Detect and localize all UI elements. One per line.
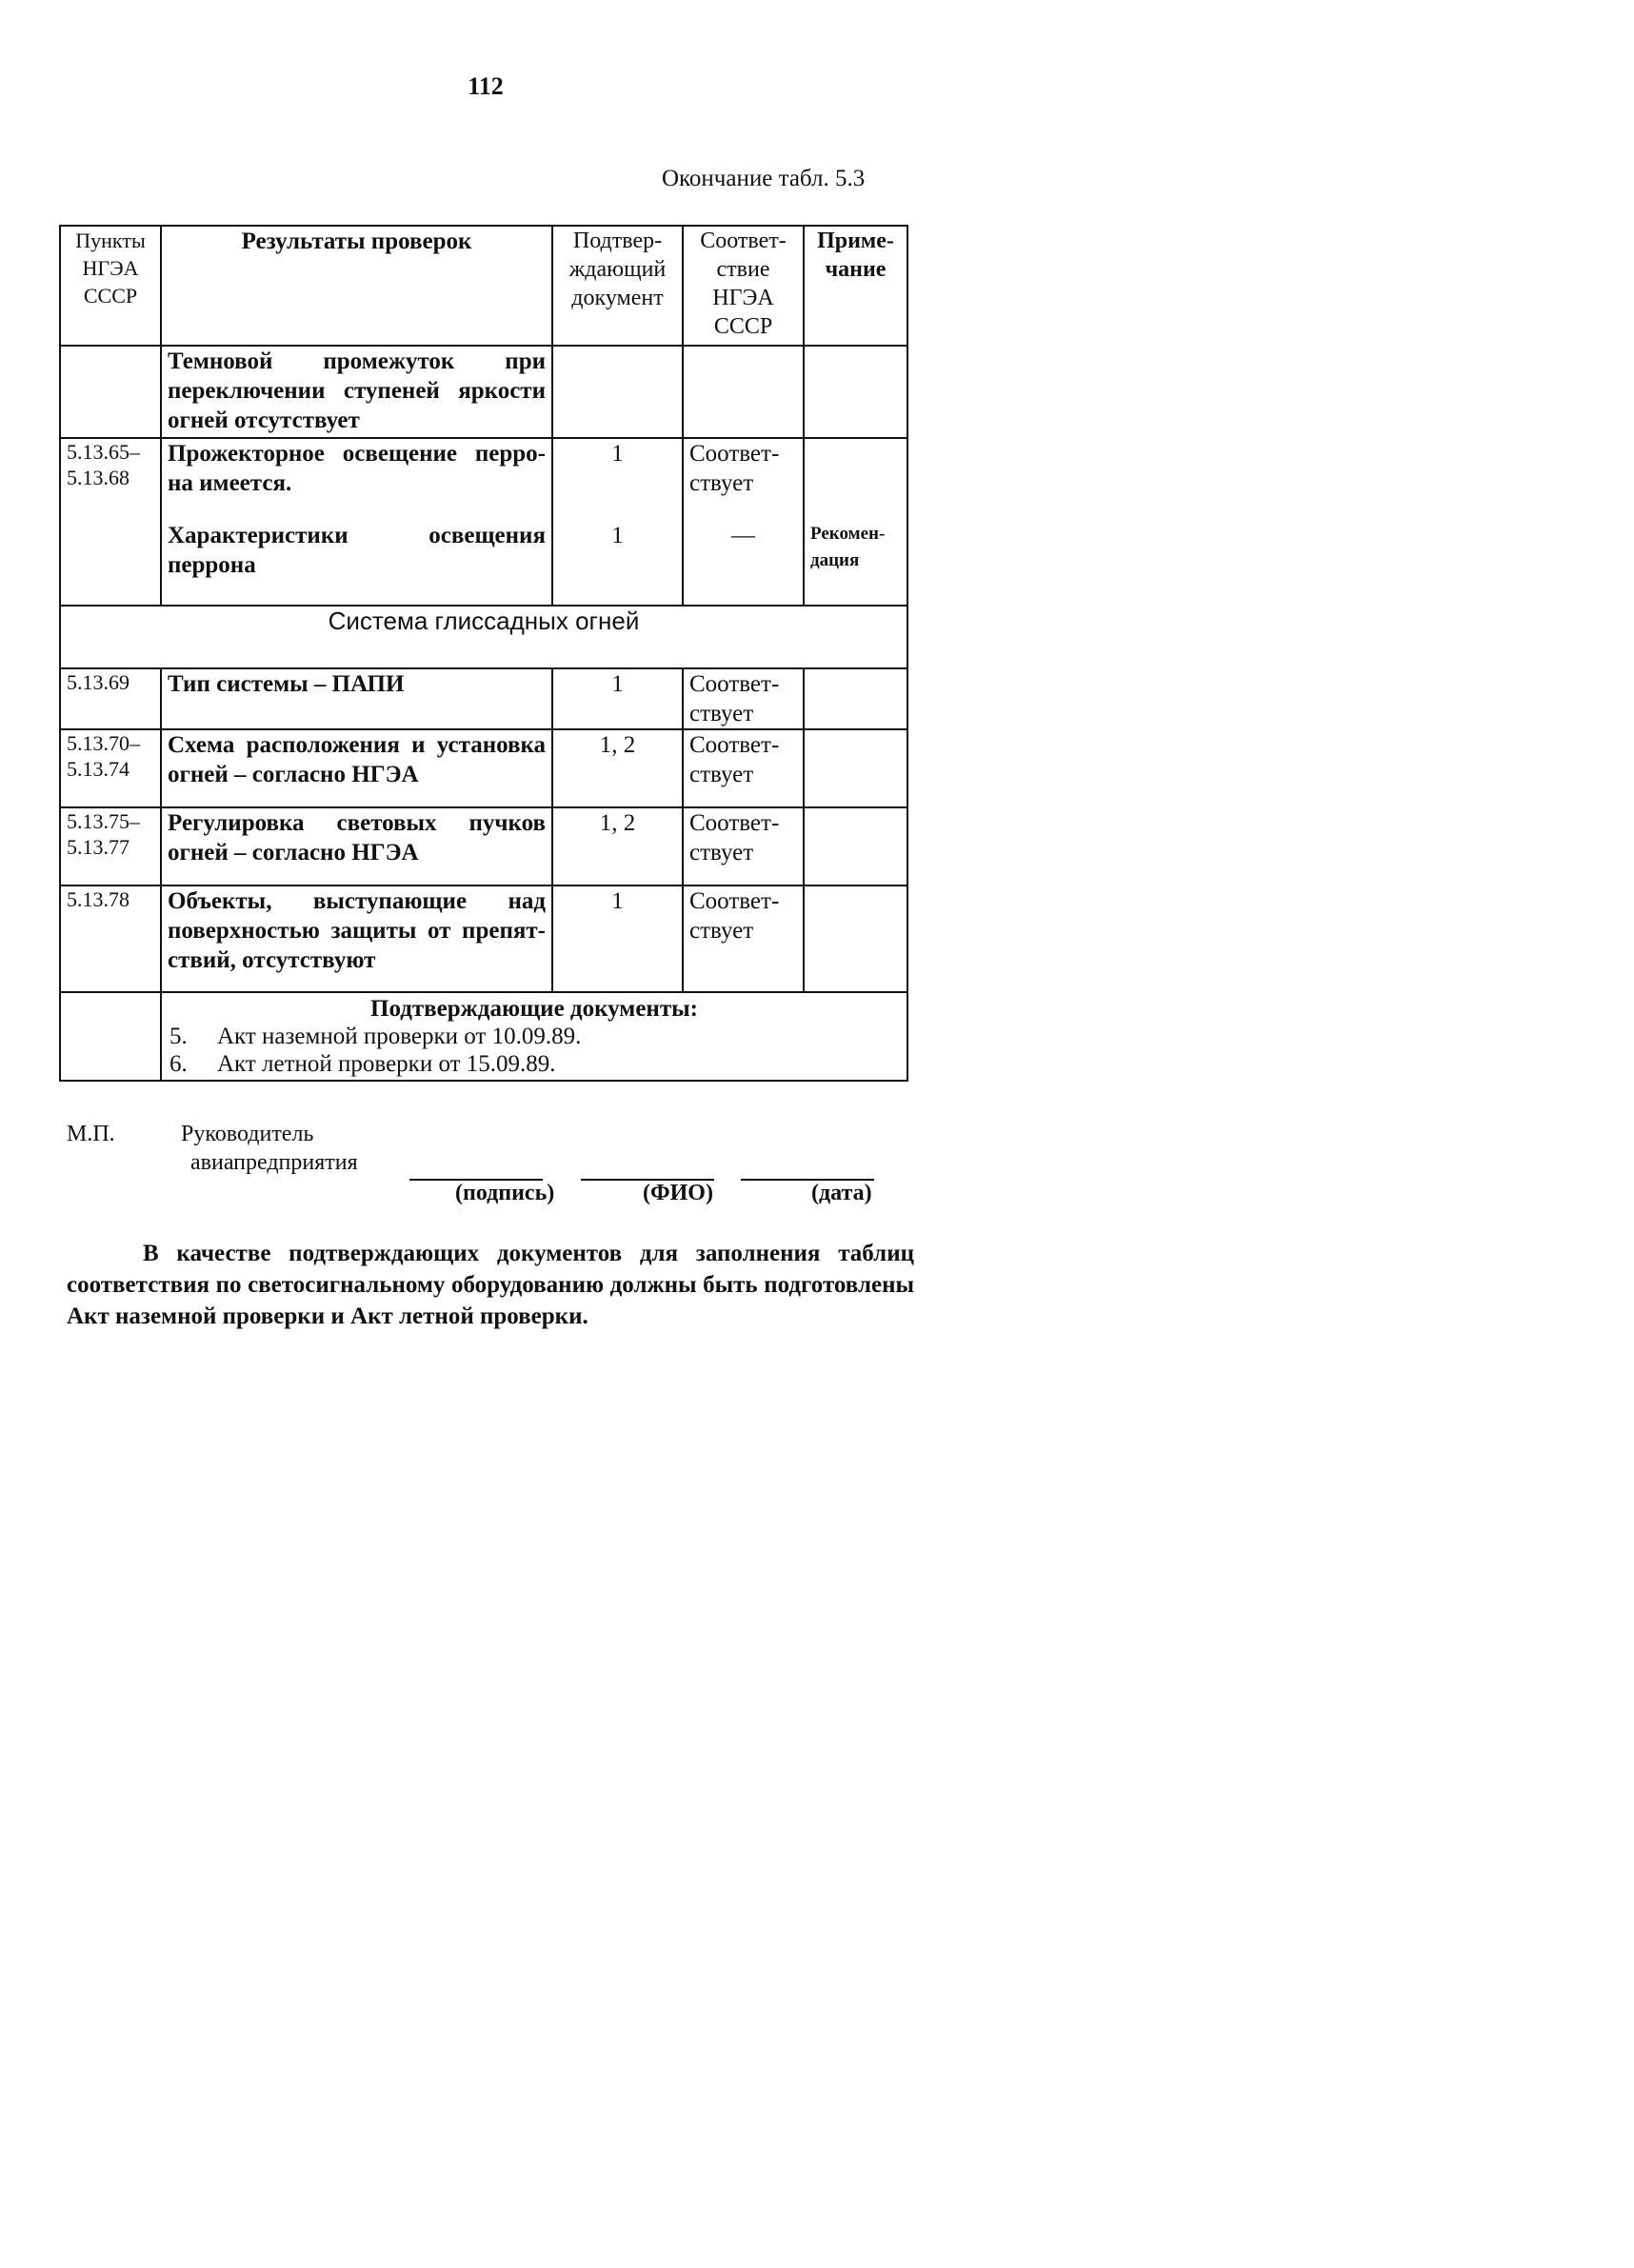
table-header-row [60,226,907,346]
row-document: 1 [552,668,683,729]
row-conformity [683,346,804,438]
header-results: Результаты проверок [161,226,552,346]
supporting-doc-item: 5. Акт наземной проверки от 10.09.89. [169,1024,582,1049]
table-row [60,807,907,885]
table-row [60,729,907,807]
row-conformity: Соответ- ствует — [683,438,804,606]
row-conformity: Соответ- ствует [683,668,804,729]
header-points: Пункты НГЭА СССР [60,226,161,346]
row-document: 1 [552,885,683,992]
row-code: 5.13.78 [60,885,161,992]
row-conformity: Соответ- ствует [683,885,804,992]
row-code: 5.13.70– 5.13.74 [60,729,161,807]
row-result: Тип системы – ПАПИ [161,668,552,729]
supporting-docs-title: Подтверждающие документы: [370,996,698,1022]
conformity-table [59,225,908,1082]
closing-paragraph: В качестве подтверждающих документов для заполнения таблиц соответствия по светосигнальному оборудованию должны быть подготовлены Акт наземной проверки и Акт летной проверки. [67,1241,914,1329]
row-conformity: Соответ- ствует [683,807,804,885]
row-note [804,885,907,992]
row-document [552,346,683,438]
row-conformity: Соответ- ствует [683,729,804,807]
section-row [60,606,907,668]
row-code: 5.13.69 [60,668,161,729]
row-code: 5.13.65– 5.13.68 [60,438,161,606]
row-note [804,346,907,438]
supporting-docs [161,992,907,1081]
supporting-doc-item: 6. Акт летной проверки от 15.09.89. [169,1051,556,1077]
header-conformity: Соответ- ствие НГЭА СССР [683,226,804,346]
row-note [804,729,907,807]
row-code [60,346,161,438]
row-document: 1, 2 [552,807,683,885]
header-document: Подтвер- ждающий документ [552,226,683,346]
section-title: Система глиссадных огней [60,606,907,668]
row-note [804,668,907,729]
row-result: Объекты, выступающие над поверхностью защиты от препят-ствий, отсутствуют [161,885,552,992]
row-result: Темновой промежуток при переключении ступеней яркости огней отсутствует [161,346,552,438]
table-row [60,668,907,729]
role-line-2: авиапредприятия [190,1150,358,1175]
page-number: 112 [468,72,504,100]
signature-label: (подпись) [455,1181,555,1205]
role-line-1: Руководитель [181,1122,314,1146]
row-note: Рекомен- дация [804,438,907,606]
table-row [60,885,907,992]
row-result: Схема расположения и установка огней – согласно НГЭА [161,729,552,807]
row-document: 1, 2 [552,729,683,807]
row-result: Прожекторное освещение перро-на имеется. Характеристики освещения перрона [161,438,552,606]
stamp-label: М.П. [67,1122,115,1146]
table-caption: Окончание табл. 5.3 [662,166,866,191]
row-code: 5.13.75– 5.13.77 [60,807,161,885]
row-result: Регулировка световых пучков огней – согласно НГЭА [161,807,552,885]
table-row [60,346,907,438]
date-label: (дата) [811,1181,872,1205]
table-row [60,438,907,606]
row-note [804,807,907,885]
row-document: 1 1 [552,438,683,606]
name-label: (ФИО) [643,1181,713,1205]
header-note: Приме- чание [804,226,907,346]
supporting-docs-row [60,992,907,1081]
